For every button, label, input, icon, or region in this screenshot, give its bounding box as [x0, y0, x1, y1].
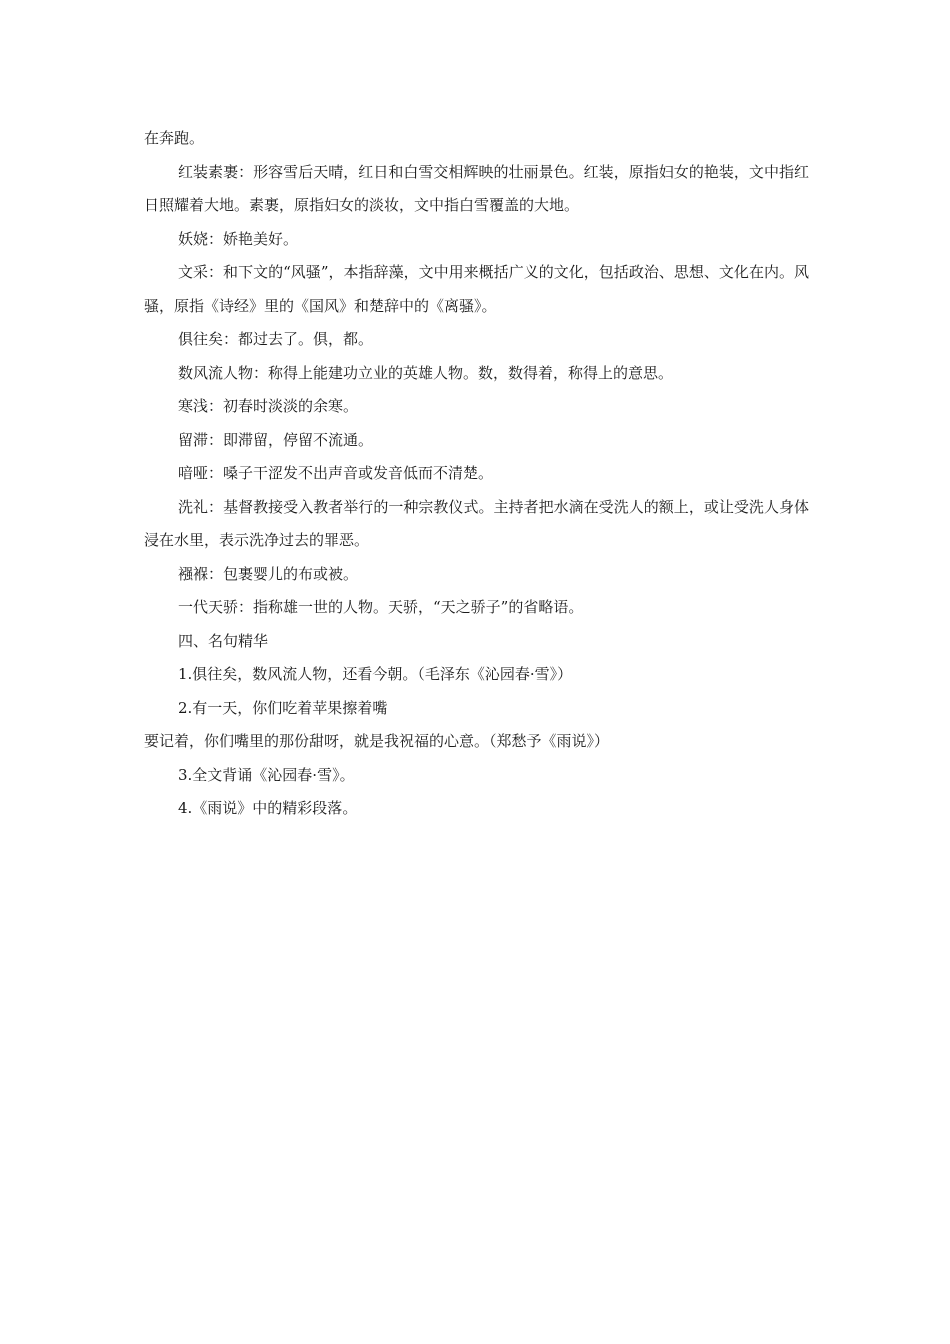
- gloss-yaorao: 妖娆：娇艳美好。: [178, 229, 299, 248]
- paragraph-continuation: 在奔跑。: [144, 129, 205, 147]
- quote-item-2-line-2: 要记着，你们嘴里的那份甜呀，就是我祝福的心意。（郑愁予《雨说》）: [144, 732, 610, 750]
- gloss-yidai-tianjiao: 一代天骄：指称雄一世的人物。天骄，“天之骄子”的省略语。: [178, 598, 584, 616]
- gloss-xili: 洗礼：基督教接受入教者举行的一种宗教仪式。主持者把水滴在受洗人的额上，或让受洗人身体浸在水里，表示洗净过去的罪恶。: [144, 497, 809, 549]
- gloss-wencai: 文采：和下文的“风骚”，本指辞藻，文中用来概括广义的文化，包括政治、思想、文化在内。风骚，原指《诗经》里的《国风》和楚辞中的《离骚》。: [144, 263, 809, 315]
- gloss-yinya: 喑哑：嗓子干涩发不出声音或发音低而不清楚。: [178, 464, 494, 482]
- quote-item-3: 3.全文背诵《沁园春·雪》。: [178, 765, 355, 784]
- quote-item-1: 1.俱往矣，数风流人物，还看今朝。（毛泽东《沁园春·雪》）: [178, 665, 573, 683]
- gloss-hongzhuang-suguo: 红装素裹：形容雪后天晴，红日和白雪交相辉映的壮丽景色。红装，原指妇女的艳装，文中指红日照耀着大地。素裹，原指妇女的淡妆，文中指白雪覆盖的大地。: [144, 162, 809, 214]
- gloss-shu-fengliu-renwu: 数风流人物：称得上能建功立业的英雄人物。数，数得着，称得上的意思。: [178, 363, 674, 382]
- document-body: [144, 122, 809, 826]
- gloss-juwangyi: 俱往矣：都过去了。俱，都。: [178, 330, 374, 348]
- gloss-hanqian: 寒浅：初春时淡淡的余寒。: [178, 397, 359, 415]
- gloss-qiangbao: 襁褓：包裹婴儿的布或被。: [178, 564, 359, 583]
- gloss-liuzhi: 留滞：即滞留，停留不流通。: [178, 430, 374, 449]
- section-heading: 四、名句精华: [178, 631, 269, 650]
- quote-item-4: 4.《雨说》中的精彩段落。: [178, 799, 358, 817]
- quote-item-2-line-1: 2.有一天，你们吃着苹果擦着嘴: [178, 698, 388, 717]
